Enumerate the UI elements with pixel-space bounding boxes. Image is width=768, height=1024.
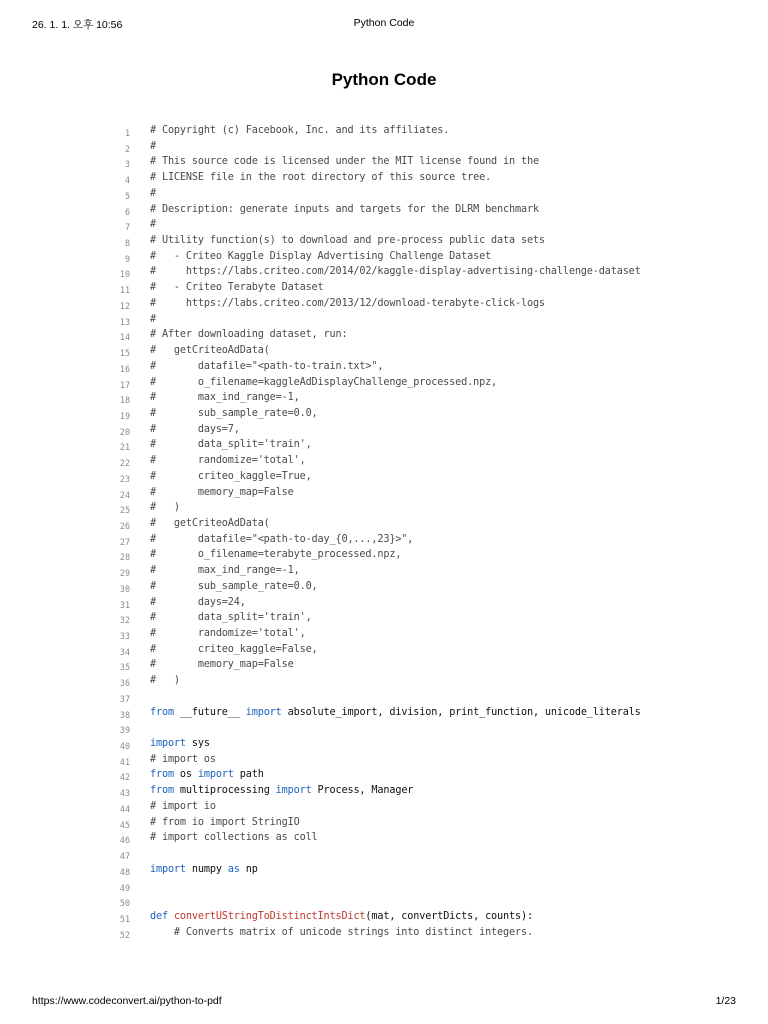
code-line (0, 376, 768, 392)
code-line (0, 580, 768, 596)
code-token-kw: import (245, 706, 282, 718)
code-line (0, 265, 768, 281)
code-text (150, 565, 300, 576)
code-token-plain: __future__ (173, 706, 246, 718)
code-token-comment: # - Criteo Kaggle Display Advertising Challenge Dataset (150, 250, 492, 262)
code-token-plain: absolute_import, division, print_function, unicode_literals (281, 706, 641, 718)
code-text (150, 266, 641, 277)
code-line (0, 721, 768, 737)
code-token-comment: # After downloading dataset, run: (150, 329, 348, 341)
code-token-kw: def (150, 910, 168, 922)
line-number: 52 (119, 929, 130, 940)
code-token-comment: # Converts matrix of unicode strings into distinct integers. (150, 926, 533, 938)
code-text (150, 408, 318, 419)
line-number: 1 (124, 128, 130, 138)
code-text (150, 392, 300, 403)
code-line (0, 438, 768, 454)
print-header-title: Python Code (353, 17, 415, 29)
code-token-comment: # sub_sample_rate=0.0, (150, 407, 318, 419)
code-token-comment: # import io (150, 800, 216, 812)
code-token-comment: # memory_map=False (150, 486, 294, 498)
line-number: 21 (119, 442, 130, 453)
code-token-plain: multiprocessing (173, 785, 276, 797)
code-token-comment: # max_ind_range=-1, (150, 392, 300, 404)
line-number: 27 (119, 536, 130, 547)
code-line (0, 281, 768, 297)
code-text (150, 235, 545, 246)
code-token-comment: # (150, 219, 156, 231)
code-text (150, 817, 300, 828)
line-number: 31 (119, 599, 130, 610)
code-text (150, 314, 156, 325)
line-number: 20 (119, 426, 130, 437)
code-text (150, 801, 216, 812)
code-text (150, 911, 533, 922)
code-text (150, 156, 539, 167)
code-line (0, 926, 768, 942)
code-token-comment: # criteo_kaggle=True, (150, 470, 312, 482)
code-line (0, 313, 768, 329)
code-token-kw: as (227, 863, 240, 875)
code-token-comment: # days=7, (150, 423, 240, 435)
code-line (0, 658, 768, 674)
code-token-plain: path (233, 769, 264, 781)
line-number: 39 (119, 725, 130, 736)
footer-url: https://www.codeconvert.ai/python-to-pdf (32, 995, 222, 1007)
code-token-comment: # ) (150, 502, 180, 514)
line-number: 7 (124, 222, 130, 233)
code-text (150, 361, 383, 372)
code-token-comment: # datafile="<path-to-train.txt>", (150, 360, 384, 372)
code-token-comment: # datafile="<path-to-day_{0,...,23}>", (150, 533, 414, 545)
code-line (0, 831, 768, 847)
code-token-comment: # days=24, (150, 596, 246, 608)
code-line (0, 611, 768, 627)
code-token-plain: (mat, convertDicts, counts): (365, 910, 533, 922)
line-number: 33 (119, 631, 130, 641)
line-number: 45 (119, 819, 130, 830)
code-token-comment: # o_filename=kaggleAdDisplayChallenge_processed.npz, (150, 376, 498, 388)
line-number: 50 (119, 898, 130, 909)
code-line (0, 360, 768, 376)
code-line (0, 768, 768, 784)
code-line (0, 706, 768, 722)
code-line (0, 847, 768, 863)
code-token-comment: # max_ind_range=-1, (150, 565, 300, 577)
code-token-comment: # ) (150, 675, 180, 687)
code-line (0, 218, 768, 234)
code-token-comment: # getCriteoAdData( (150, 517, 270, 529)
code-text (150, 282, 324, 293)
code-text (150, 298, 545, 309)
code-text (150, 471, 312, 482)
code-line (0, 171, 768, 187)
code-line (0, 910, 768, 926)
code-line (0, 140, 768, 156)
code-text (150, 125, 449, 136)
code-token-comment: # (150, 140, 156, 152)
line-number: 16 (119, 363, 130, 374)
line-number: 30 (119, 583, 130, 594)
line-number: 28 (119, 552, 130, 563)
code-token-comment: # LICENSE file in the root directory of this source tree. (150, 172, 492, 184)
line-number: 29 (119, 568, 130, 579)
code-token-kw: from (150, 785, 174, 797)
code-token-comment: # Description: generate inputs and targets for the DLRM benchmark (150, 203, 539, 215)
code-token-comment: # sub_sample_rate=0.0, (150, 580, 318, 592)
code-token-comment: # https://labs.criteo.com/2014/02/kaggle-display-advertising-challenge-dataset (150, 266, 641, 278)
code-text (150, 377, 497, 388)
code-line (0, 187, 768, 203)
line-number: 10 (119, 269, 130, 280)
code-token-comment: # from io import StringIO (150, 816, 300, 828)
line-number: 24 (119, 489, 130, 500)
line-number: 36 (119, 678, 130, 689)
code-token-comment: # randomize='total', (150, 628, 306, 639)
line-number: 22 (119, 458, 130, 469)
line-number: 34 (119, 646, 130, 657)
code-line (0, 297, 768, 313)
code-text (150, 329, 347, 340)
line-number: 37 (119, 693, 130, 704)
line-number: 51 (119, 913, 130, 924)
code-token-fn: convertUStringToDistinctIntsDict (173, 910, 366, 922)
code-token-comment: # o_filename=terabyte_processed.npz, (150, 549, 402, 561)
code-text (150, 675, 180, 686)
line-number: 23 (119, 473, 130, 484)
line-number: 46 (119, 835, 130, 846)
print-datetime: 26. 1. 1. 오후 10:56 (32, 19, 123, 31)
code-text (150, 172, 491, 183)
code-line (0, 800, 768, 816)
code-token-comment: # This source code is licensed under the MIT license found in the (150, 156, 539, 168)
code-token-comment: # data_split='train', (150, 439, 312, 451)
page-number: 1/23 (715, 995, 736, 1007)
line-number: 6 (124, 206, 130, 217)
code-token-comment: # data_split='train', (150, 612, 312, 624)
code-line (0, 454, 768, 470)
code-line (0, 407, 768, 423)
code-line (0, 674, 768, 690)
code-text (150, 549, 401, 560)
line-number: 15 (119, 348, 130, 359)
code-token-plain: numpy (185, 863, 228, 875)
code-token-kw: from (150, 769, 174, 781)
code-line (0, 564, 768, 580)
code-token-plain: Process, Manager (311, 785, 414, 797)
code-text (150, 628, 306, 639)
line-number: 8 (124, 238, 130, 249)
line-number: 47 (119, 851, 130, 862)
code-line (0, 250, 768, 266)
line-number: 9 (124, 253, 130, 264)
code-line (0, 784, 768, 800)
line-number: 49 (119, 882, 130, 893)
code-line (0, 816, 768, 832)
line-number: 38 (119, 709, 130, 720)
code-text (150, 534, 413, 545)
line-number: 41 (119, 756, 130, 767)
line-number: 44 (119, 803, 130, 814)
code-line (0, 486, 768, 502)
code-line (0, 548, 768, 564)
code-line (0, 643, 768, 659)
code-token-comment: # Copyright (c) Facebook, Inc. and its affiliates. (150, 125, 450, 136)
code-token-kw: import (150, 738, 186, 750)
line-number: 3 (124, 159, 130, 170)
code-line (0, 753, 768, 769)
code-line (0, 533, 768, 549)
code-line (0, 879, 768, 895)
code-text (150, 927, 533, 938)
code-token-comment: # https://labs.criteo.com/2013/12/download-terabyte-click-logs (150, 297, 545, 309)
line-number: 12 (119, 300, 130, 311)
line-number: 11 (119, 285, 130, 296)
line-number: 43 (119, 788, 130, 799)
code-token-comment: # import os (150, 753, 216, 765)
code-text (150, 659, 294, 670)
line-number: 40 (119, 741, 130, 752)
code-text (150, 345, 270, 356)
line-number: 19 (119, 410, 130, 421)
code-line (0, 894, 768, 910)
code-text (150, 251, 491, 262)
code-block (0, 124, 768, 941)
code-token-kw: import (275, 785, 312, 797)
code-text (150, 707, 641, 718)
line-number: 18 (119, 395, 130, 406)
code-text (150, 612, 312, 623)
line-number: 32 (119, 615, 130, 626)
code-line (0, 470, 768, 486)
code-text (150, 455, 306, 466)
code-token-comment: # (150, 187, 156, 199)
code-text (150, 785, 413, 796)
code-token-plain: os (173, 769, 198, 781)
code-token-comment: # import collections as coll (150, 832, 318, 844)
code-text (150, 518, 270, 529)
code-text (150, 502, 180, 513)
code-text (150, 487, 294, 498)
line-number: 48 (119, 866, 130, 877)
code-line (0, 501, 768, 517)
code-line (0, 596, 768, 612)
code-text (150, 424, 240, 435)
code-text (150, 581, 318, 592)
code-token-comment: # randomize='total', (150, 455, 306, 467)
code-token-kw: from (150, 706, 174, 718)
code-token-comment: # Utility function(s) to download and pre-process public data sets (150, 235, 545, 247)
line-number: 26 (119, 520, 130, 531)
code-text (150, 864, 258, 875)
code-line (0, 391, 768, 407)
line-number: 42 (119, 772, 130, 783)
code-token-comment: # - Criteo Terabyte Dataset (150, 282, 324, 294)
code-token-kw: import (197, 769, 234, 781)
code-token-comment: # getCriteoAdData( (150, 345, 270, 357)
code-text (150, 832, 318, 843)
code-token-plain: sys (185, 738, 210, 750)
page-title: Python Code (331, 70, 437, 89)
code-token-plain: np (239, 863, 258, 875)
code-token-comment: # memory_map=False (150, 659, 294, 671)
code-line (0, 627, 768, 643)
line-number: 35 (119, 662, 130, 673)
line-number: 17 (119, 379, 130, 390)
code-line (0, 737, 768, 753)
code-line (0, 124, 768, 140)
line-number: 5 (124, 190, 130, 201)
code-text (150, 219, 156, 230)
code-text (150, 644, 318, 655)
code-text (150, 597, 246, 608)
line-number: 2 (124, 143, 130, 154)
code-line (0, 423, 768, 439)
code-text (150, 188, 156, 199)
code-line (0, 863, 768, 879)
code-line (0, 517, 768, 533)
code-text (150, 769, 264, 780)
code-token-comment: # (150, 313, 156, 325)
line-number: 13 (119, 316, 130, 327)
code-text (150, 439, 312, 450)
code-line (0, 234, 768, 250)
code-token-comment: # criteo_kaggle=False, (150, 643, 318, 655)
code-text (150, 204, 539, 215)
code-line (0, 203, 768, 219)
code-line (0, 328, 768, 344)
code-line (0, 344, 768, 360)
code-line (0, 155, 768, 171)
line-number: 4 (124, 175, 130, 186)
code-line (0, 690, 768, 706)
line-number: 25 (119, 505, 130, 516)
line-number: 14 (119, 332, 130, 343)
code-text (150, 141, 156, 152)
code-token-kw: import (150, 863, 186, 875)
code-text (150, 754, 216, 765)
code-text (150, 738, 210, 749)
